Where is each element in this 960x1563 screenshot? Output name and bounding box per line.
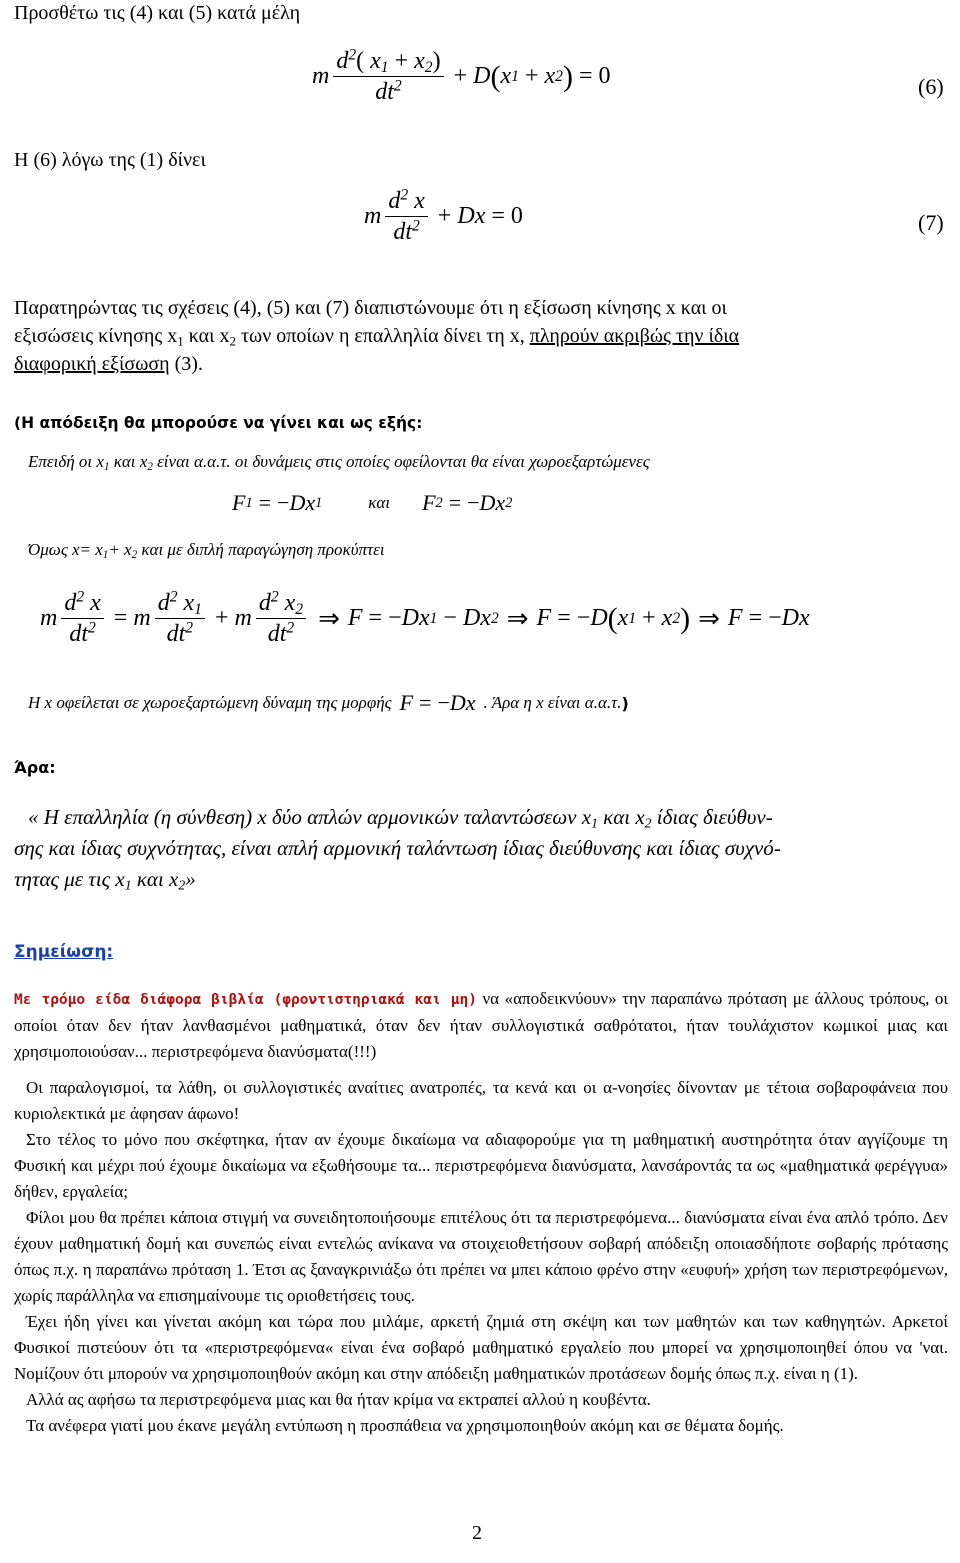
- since-line: Επειδή οι $x_1$ και $x_2$ είναι α.α.τ. οι δυνάμεις στις οποίες οφείλονται θα είναι χωροεξαρτώμενες: [28, 452, 650, 473]
- equation-6: m $\frac{d^2( x_1 + x_2)}{dt^2}$ + D ( x 1 + x 2 ) = 0: [312, 46, 611, 106]
- note-paragraph-3: Στο τέλος το μόνο που σκέφτηκα, ήταν αν έχουμε δικαίωμα να αδιαφορούμε για τη μαθηματική αυστηρότητα όταν αγγίζουμε τη Φυσική και μέχρι πού έχουμε δικαίωμα να εξωθήσουμε τα... περιστρεφόμενα διανύσματα, λανσάροντάς τα ως «μαθηματικά φερέγγυα» δήθεν, εργαλεία;: [14, 1130, 948, 1201]
- eq6-fraction: $\frac{d^2( x_1 + x_2)}{dt^2}$: [333, 48, 443, 106]
- note-paragraph-6: Αλλά ας αφήσω τα περιστρεφόμενα μιας και θα ήταν κρίμα να εκτραπεί αλλού η κουβέντα.: [26, 1390, 651, 1409]
- proof-conclusion-line: Η x οφείλεται σε χωροεξαρτώμενη δύναμη της μορφής F = −Dx . Άρα η x είναι α.α.τ. ): [28, 690, 629, 715]
- line-6-gives: Η (6) λόγω της (1) δίνει: [14, 149, 206, 171]
- page-number: 2: [472, 1522, 482, 1544]
- note-heading: Σημείωση:: [14, 942, 114, 962]
- intro-line: Προσθέτω τις (4) και (5) κατά μέλη: [14, 2, 301, 24]
- equation-7-number: (7): [918, 210, 944, 235]
- note-paragraph-2: Οι παραλογισμοί, τα λάθη, οι συλλογιστικές αναίτιες ανατροπές, τα κενά και οι α-νοησίες δίνονταν με τέτοια σοβαροφάνεια που κυριολεκτικά με άφησαν άφωνο!: [14, 1078, 948, 1123]
- theorem-quote: « Η επαλληλία (η σύνθεση) x δύο απλών αρμονικών ταλαντώσεων $x_1$ και $x_2$ ίδιας διεύθυν- σης και ίδιας συχνότητας, είναι απλή αρμονική ταλάντωση ίδιας διεύθυνσης και ίδιας συχνό- τητας με τις $x_1$ και $x_2$»: [14, 805, 781, 893]
- note-paragraph-7: Τα ανέφερα γιατί μου έκανε μεγάλη εντύπωση η προσπάθεια να χρησιμοποιηθούν ακόμη και σε θέματα δομής.: [26, 1416, 784, 1435]
- derivation-equation: m $\frac{d^2 x}{dt^2}$ = m $\frac{d^2 x_1}{dt^2}$ + m $\frac{d^2 x_2}{dt^2}$ ⇒ F = − Dx 1 − Dx 2 ⇒ F = − D ( x 1 + x 2 ) ⇒ F = − Dx: [40, 588, 810, 648]
- equation-7: m $\frac{d^2 x}{dt^2}$ + D x = 0: [364, 186, 523, 246]
- eq6-mass: m: [312, 63, 330, 90]
- note-paragraph-1: Με τρόμο είδα διάφορα βιβλία (φροντιστηριακά και μη) να «αποδεικνύουν» την παραπάνω πρόταση με άλλους τρόπους, οι οποίοι όταν δεν ήταν λανθασμένοι μαθηματικά, όταν δεν ήταν συλλογιστικά σαθρότατοι, ήταν τουλάχιστον κωμικοί μιας και χρησιμοποιούσαν... περιστρεφόμενα διανύσματα(!!!): [14, 989, 948, 1061]
- proof-title: (Η απόδειξη θα μπορούσε να γίνει και ως εξής:: [14, 414, 423, 432]
- note-paragraph-4: Φίλοι μου θα πρέπει κάποια στιγμή να συνειδητοποιήσουμε επιτέλους ότι τα περιστρεφόμενα... διανύσματα είναι ένα απλό τρόπο. Δεν έχουν μαθηματική δομή και συνεπώς είναι εντελώς ανίκανα να στοιχειοθετήσουν σοβαρή απόδειξη οποιασδήποτε σοβαρής πρότασης όπως π.χ. η παραπάνω πρόταση 1. Έτσι ας ξαναγκρινιάξω ότι πρέπει να μπει κάποιο φρένο στην «ευφυή» χρήση των περιστρεφόμενων, χωρίς παράλληλα να επισημαίνουμε τις οριοθετήσεις τους.: [14, 1208, 948, 1305]
- note-paragraph-5: Έχει ήδη γίνει και γίνεται ακόμη και τώρα που μιλάμε, αρκετή ζημιά στη σκέψη και των μαθητών και των καθηγητών. Αρκετοί Φυσικοί πιστεύουν ότι τα «περιστρεφόμενα« είναι ένα σοβαρό μαθηματικό εργαλείο που μπορεί να χρησιμοποιηθεί όπου να 'ναι. Νομίζουν ότι μπορούν να χρησιμοποιηθούν ακόμη και στην απόδειξη μαθηματικών προτάσεων δομής όπως π.χ. είναι η (1).: [14, 1312, 948, 1383]
- note-body: [14, 986, 948, 1439]
- forces-equations: F 1 = − Dx 1 και F 2 = − Dx 2: [232, 490, 513, 515]
- however-line: Όμως $x= x_1+ x_2$ και με διπλή παραγώγηση προκύπτει: [28, 540, 385, 561]
- equation-6-number: (6): [918, 74, 944, 99]
- observation-paragraph: Παρατηρώντας τις σχέσεις (4), (5) και (7) διαπιστώνουμε ότι η εξίσωση κίνησης x και οι εξισώσεις κίνησης $x_1$ και $x_2$ των οποίων η επαλληλία δίνει τη x, πληρούν ακριβώς την ίδια διαφορική εξίσωση (3).: [14, 297, 740, 375]
- therefore-heading: Άρα:: [14, 758, 56, 777]
